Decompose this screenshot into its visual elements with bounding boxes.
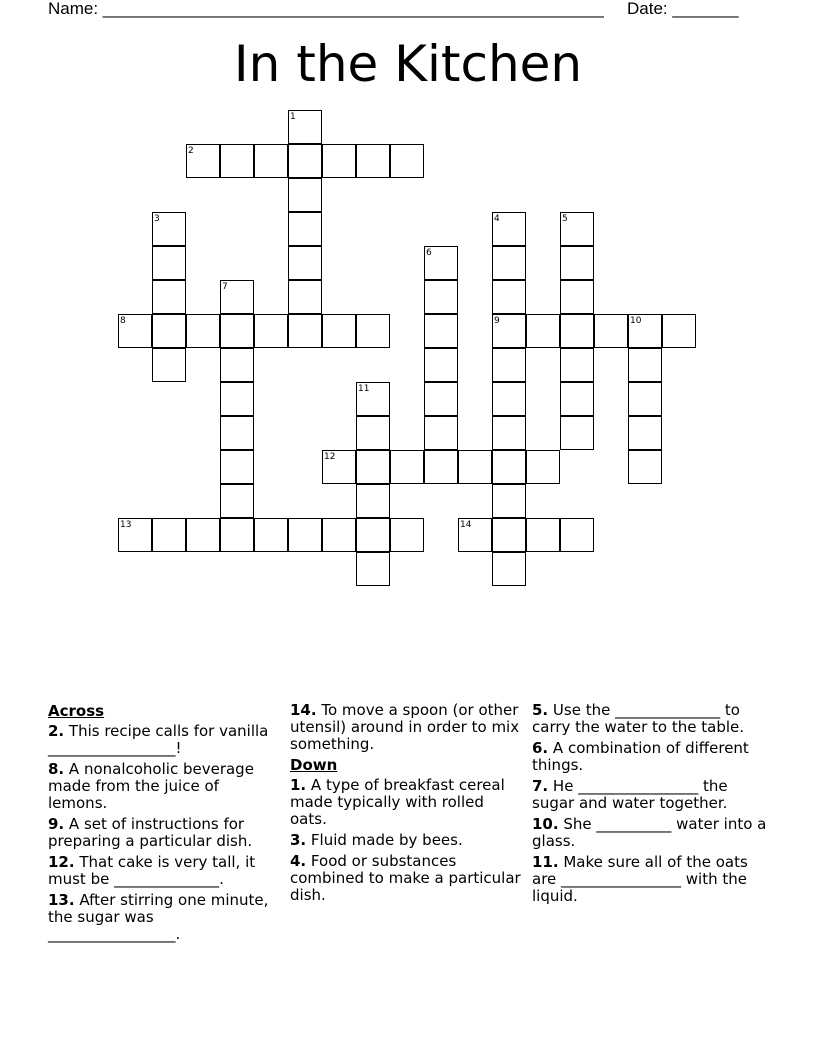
grid-cell[interactable] xyxy=(220,484,254,518)
grid-cell[interactable] xyxy=(560,416,594,450)
clue-number-label: 12 xyxy=(324,452,336,462)
clue-text: He ________________ the sugar and water together. xyxy=(532,777,728,812)
grid-cell[interactable] xyxy=(152,246,186,280)
clue-number-label: 10 xyxy=(630,316,642,326)
grid-cell[interactable] xyxy=(560,246,594,280)
grid-cell[interactable] xyxy=(356,484,390,518)
grid-cell[interactable] xyxy=(560,280,594,314)
clues-column-1 xyxy=(48,702,280,947)
clue-number-label: 1 xyxy=(290,112,296,122)
grid-cell[interactable] xyxy=(390,518,424,552)
clue-number-label: 9 xyxy=(494,316,500,326)
clue-number-label: 8 xyxy=(120,316,126,326)
grid-cell[interactable] xyxy=(220,144,254,178)
clue-down-10 xyxy=(532,816,772,850)
grid-cell[interactable] xyxy=(356,416,390,450)
grid-cell[interactable] xyxy=(356,552,390,586)
grid-cell[interactable] xyxy=(458,450,492,484)
clue-number: 11. xyxy=(532,853,559,871)
grid-cell[interactable] xyxy=(560,348,594,382)
clue-text: To move a spoon (or other utensil) around in order to mix something. xyxy=(290,701,520,753)
name-field-label: Name: _____________________________________________________ xyxy=(48,0,604,18)
clue-text: Fluid made by bees. xyxy=(310,831,463,849)
grid-cell[interactable] xyxy=(424,416,458,450)
clue-across-2 xyxy=(48,723,280,757)
grid-cell[interactable] xyxy=(322,314,356,348)
clue-number-label: 6 xyxy=(426,248,432,258)
grid-cell[interactable] xyxy=(186,314,220,348)
grid-cell[interactable] xyxy=(492,484,526,518)
date-field-label: Date: _______ xyxy=(627,0,739,18)
clue-number-label: 3 xyxy=(154,214,160,224)
grid-cell[interactable] xyxy=(424,348,458,382)
clue-down-7 xyxy=(532,778,772,812)
clues-column-3 xyxy=(532,702,772,909)
clue-text: After stirring one minute, the sugar was _________________. xyxy=(48,891,269,943)
clue-number: 1. xyxy=(290,776,307,794)
clue-text: A combination of different things. xyxy=(532,739,749,774)
grid-cell[interactable] xyxy=(356,518,390,552)
grid-cell[interactable] xyxy=(254,314,288,348)
clues-column-2 xyxy=(290,702,522,908)
clue-down-1 xyxy=(290,777,522,828)
grid-cell[interactable] xyxy=(322,518,356,552)
clue-number: 5. xyxy=(532,701,549,719)
grid-cell[interactable] xyxy=(560,518,594,552)
clue-down-11 xyxy=(532,854,772,905)
clue-across-12 xyxy=(48,854,280,888)
grid-cell[interactable] xyxy=(356,450,390,484)
across-heading: Across xyxy=(48,702,105,720)
grid-cell[interactable] xyxy=(492,518,526,552)
grid-cell[interactable] xyxy=(390,450,424,484)
clue-down-5 xyxy=(532,702,772,736)
grid-cell[interactable] xyxy=(628,348,662,382)
clue-text: Make sure all of the oats are ________________ with the liquid. xyxy=(532,853,748,905)
grid-cell[interactable] xyxy=(628,450,662,484)
clue-text: This recipe calls for vanilla _________________! xyxy=(48,722,269,757)
grid-cell[interactable] xyxy=(492,280,526,314)
clue-number-label: 11 xyxy=(358,384,370,394)
grid-cell[interactable] xyxy=(220,314,254,348)
puzzle-title: In the Kitchen xyxy=(233,35,583,93)
grid-cell[interactable] xyxy=(424,314,458,348)
grid-cell[interactable] xyxy=(560,314,594,348)
clue-number: 12. xyxy=(48,853,75,871)
clue-number: 3. xyxy=(290,831,307,849)
clue-number-label: 4 xyxy=(494,214,500,224)
clue-number-label: 7 xyxy=(222,282,228,292)
grid-cell[interactable] xyxy=(560,382,594,416)
grid-cell[interactable] xyxy=(526,450,560,484)
clue-number: 8. xyxy=(48,760,65,778)
grid-cell[interactable] xyxy=(390,144,424,178)
grid-cell[interactable] xyxy=(288,280,322,314)
grid-cell[interactable] xyxy=(492,246,526,280)
clue-across-9 xyxy=(48,816,280,850)
clue-text: Use the ______________ to carry the water to the table. xyxy=(532,701,745,736)
clue-number: 4. xyxy=(290,852,307,870)
clue-number-label: 5 xyxy=(562,214,568,224)
clue-across-8 xyxy=(48,761,280,812)
grid-cell[interactable] xyxy=(356,144,390,178)
grid-cell[interactable] xyxy=(492,450,526,484)
grid-cell[interactable] xyxy=(152,348,186,382)
down-heading: Down xyxy=(290,756,338,774)
clue-number: 6. xyxy=(532,739,549,757)
grid-cell[interactable] xyxy=(322,144,356,178)
grid-cell[interactable] xyxy=(526,518,560,552)
grid-cell[interactable] xyxy=(492,416,526,450)
grid-cell[interactable] xyxy=(254,144,288,178)
clue-number: 2. xyxy=(48,722,65,740)
grid-cell[interactable] xyxy=(424,450,458,484)
grid-cell[interactable] xyxy=(288,314,322,348)
clue-text: That cake is very tall, it must be ______________. xyxy=(48,853,256,888)
clue-down-3 xyxy=(290,832,522,849)
clue-across-13 xyxy=(48,892,280,943)
clue-number-label: 2 xyxy=(188,146,194,156)
grid-cell[interactable] xyxy=(186,518,220,552)
clue-text: Food or substances combined to make a particular dish. xyxy=(290,852,521,904)
grid-cell[interactable] xyxy=(152,280,186,314)
clue-number: 10. xyxy=(532,815,559,833)
clue-text: A type of breakfast cereal made typically with rolled oats. xyxy=(290,776,505,828)
grid-cell[interactable] xyxy=(152,518,186,552)
grid-cell[interactable] xyxy=(628,382,662,416)
clue-number-label: 14 xyxy=(460,520,472,530)
grid-cell[interactable] xyxy=(356,314,390,348)
grid-cell[interactable] xyxy=(220,450,254,484)
grid-cell[interactable] xyxy=(424,280,458,314)
grid-cell[interactable] xyxy=(288,246,322,280)
grid-cell[interactable] xyxy=(220,348,254,382)
clue-text: A set of instructions for preparing a particular dish. xyxy=(48,815,253,850)
grid-cell[interactable] xyxy=(594,314,628,348)
clue-text: A nonalcoholic beverage made from the juice of lemons. xyxy=(48,760,254,812)
clue-number: 7. xyxy=(532,777,549,795)
clue-number-label: 13 xyxy=(120,520,132,530)
clue-number: 9. xyxy=(48,815,65,833)
grid-cell[interactable] xyxy=(492,552,526,586)
grid-cell[interactable] xyxy=(288,212,322,246)
grid-cell[interactable] xyxy=(424,382,458,416)
clue-across-14 xyxy=(290,702,522,753)
clue-text: She __________ water into a glass. xyxy=(532,815,767,850)
grid-cell[interactable] xyxy=(288,518,322,552)
grid-cell[interactable] xyxy=(628,416,662,450)
clue-number: 13. xyxy=(48,891,75,909)
grid-cell[interactable] xyxy=(220,382,254,416)
grid-cell[interactable] xyxy=(220,518,254,552)
clue-down-4 xyxy=(290,853,522,904)
grid-cell[interactable] xyxy=(492,382,526,416)
grid-cell[interactable] xyxy=(526,314,560,348)
grid-cell[interactable] xyxy=(152,314,186,348)
grid-cell[interactable] xyxy=(288,178,322,212)
clue-down-6 xyxy=(532,740,772,774)
clue-number: 14. xyxy=(290,701,317,719)
grid-cell[interactable] xyxy=(492,348,526,382)
grid-cell[interactable] xyxy=(254,518,288,552)
grid-cell[interactable] xyxy=(662,314,696,348)
grid-cell[interactable] xyxy=(220,416,254,450)
grid-cell[interactable] xyxy=(288,144,322,178)
